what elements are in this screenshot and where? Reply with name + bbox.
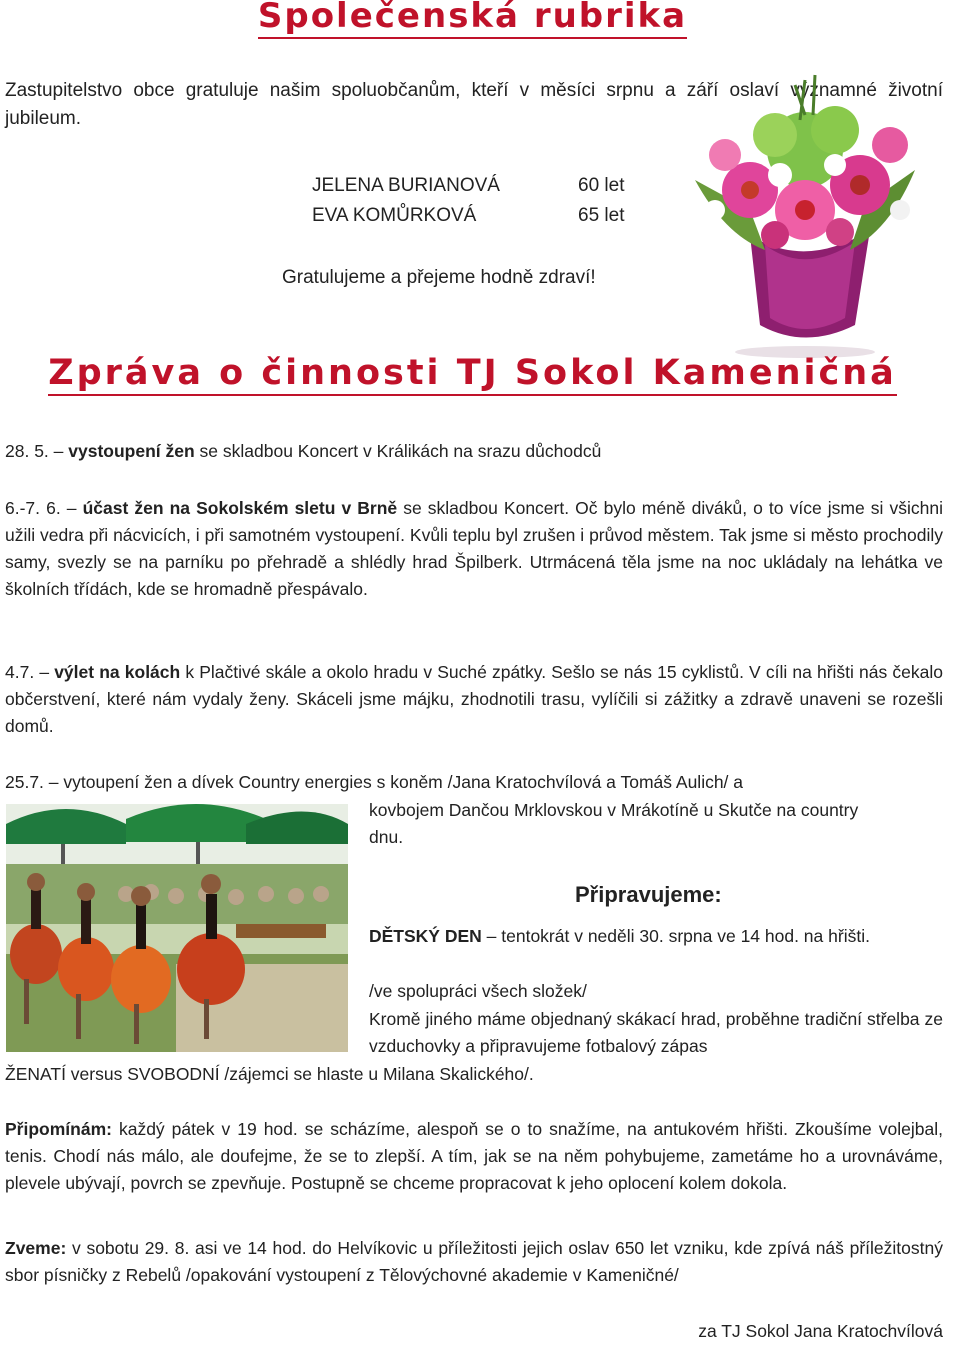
reminder-text: každý pátek v 19 hod. se scházíme, alespoň se o to snažíme, na antukovém hřišti. Zkoušíme volejbal, tenis. Chodí nás málo, ale doufejme, že se to zlepší. A tím, jak se na něm pohybujeme, zametáme ho a urovnáváme, plevele ubývají, povrch se zpevňuje. Postupně se chceme propracovat k jeho oplocení kolem dokola.: [5, 1119, 943, 1193]
event-3-date: 4.7. –: [5, 662, 50, 682]
childrens-day: [369, 923, 929, 950]
intro-text: Zastupitelstvo obce gratuluje našim spoluobčanům, kteří v měsíci srpnu a září oslaví významné životní jubileum.: [5, 80, 943, 129]
program-text: Kromě jiného máme objednaný skákací hrad, proběhne tradiční střelba ze vzduchovky a připravujeme fotbalový zápas: [369, 1009, 943, 1056]
event-1-text: se skladbou Koncert v Králikách na srazu důchodců: [194, 441, 602, 461]
invite-label: Zveme:: [5, 1238, 67, 1258]
event-3-title: výlet na kolách: [54, 662, 181, 682]
event-2-text: se skladbou Koncert. Oč bylo méně diváků, o to více jsme si všichni užili vedra při nácvicích, i při samotném vystoupení. Kvůli teplu byl zrušen i průvod městem. Tak jsme si město prochodily samy, svezly se na parníku po přehradě a shlédly hrad Špilberk. Utrmácená těla jsme na noc ukládaly na lehátka ve školních třídách, kde se hromadně přespávalo.: [5, 498, 943, 599]
dance-performance-photo: [6, 804, 348, 1052]
event-4-line-2: kovbojem Dančou Mrklovskou v Mrákotíně u Skutče na country dnu.: [369, 800, 859, 847]
event-2: [5, 495, 943, 603]
flower-bouquet-image: [655, 60, 955, 360]
wish-text: Gratulujeme a přejeme hodně zdraví!: [282, 267, 596, 288]
invite: [5, 1235, 943, 1289]
event-3-text: k Plačtivé skále a okolo hradu v Suché zpátky. Sešlo se nás 15 cyklistů. V cíli na hřišti nás čekalo občerstvení, které nám vydaly ženy. Skáceli jsme májku, zhodnotili trasu, vylíčili si zážitky a zdravě unaveni se rozešli domů.: [5, 662, 943, 736]
event-4-line-1: 25.7. – vytoupení žen a dívek Country energies s koněm /Jana Kratochvílová a Tomáš Aulich/ a: [5, 772, 744, 792]
prepare-title: Připravujeme:: [575, 882, 722, 907]
reminder: [5, 1116, 943, 1197]
rubric-title: Společenská rubrika: [0, 0, 945, 36]
event-2-title: účast žen na Sokolském sletu v Brně: [82, 498, 398, 518]
jubilee-name-1: JELENA BURIANOVÁ: [312, 175, 500, 196]
reminder-label: Připomínám:: [5, 1119, 112, 1139]
childrens-day-title: DĚTSKÝ DEN: [369, 926, 482, 946]
jubilee-age-2: 65 let: [578, 205, 625, 226]
childrens-day-text: – tentokrát v neděli 30. srpna ve 14 hod. na hřišti.: [481, 926, 870, 946]
event-1-date: 28. 5. –: [5, 441, 64, 461]
event-2-date: 6.-7. 6. –: [5, 498, 77, 518]
invite-text: v sobotu 29. 8. asi ve 14 hod. do Helvíkovic u příležitosti jejich oslav 650 let vzniku, kde zpívá náš příležitostný sbor písničky z Rebelů /opakování vystoupení z Tělovýchovné akademie v Kameničné/: [5, 1238, 943, 1285]
report-title: Zpráva o činnosti TJ Sokol Kameničná: [0, 353, 945, 393]
jubilee-age-1: 60 let: [578, 175, 625, 196]
event-3: [5, 659, 943, 740]
jubilee-name-2: EVA KOMŮRKOVÁ: [312, 205, 477, 226]
event-1-title: vystoupení žen: [68, 441, 195, 461]
signature: za TJ Sokol Jana Kratochvílová: [698, 1321, 943, 1341]
match-text: ŽENATÍ versus SVOBODNÍ /zájemci se hlaste u Milana Skalického/.: [5, 1064, 534, 1084]
event-1: [5, 438, 945, 465]
cooperation-note: /ve spolupráci všech složek/: [369, 981, 587, 1001]
